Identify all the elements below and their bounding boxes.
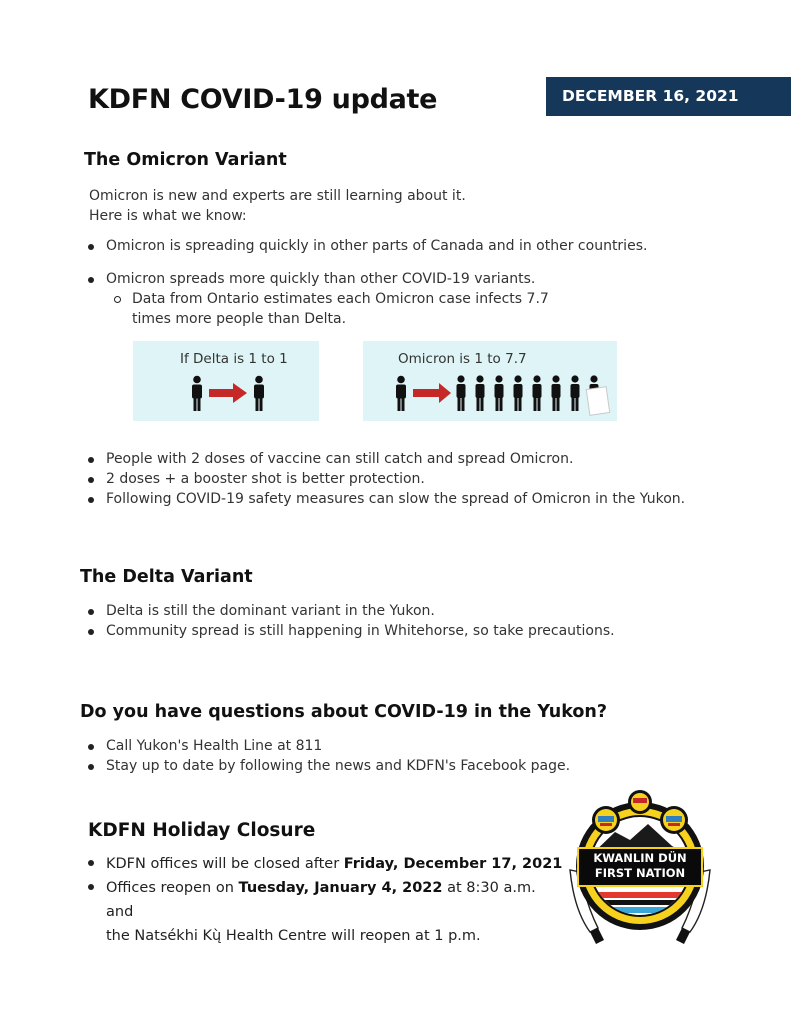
holiday-health-centre-text: the Natsékhi Kų̀ Health Centre will reopen at 1 p.m. — [106, 928, 481, 944]
emblem-top-icon — [628, 790, 652, 814]
list-item: People with 2 doses of vaccine can still catch and spread Omicron. — [84, 449, 764, 469]
person-icon — [552, 375, 561, 411]
delta-heading: The Delta Variant — [80, 567, 253, 587]
person-icon — [495, 375, 504, 411]
person-icon — [571, 375, 580, 411]
sub-list-item-line2: times more people than Delta. — [132, 311, 347, 327]
questions-bullets — [84, 736, 704, 776]
list-item — [84, 876, 564, 948]
delta-bullets — [84, 601, 764, 641]
omicron-bullets-bottom — [84, 449, 764, 509]
logo-text — [578, 851, 702, 881]
list-item: Stay up to date by following the news and KDFN's Facebook page. — [84, 756, 704, 776]
list-item: Call Yukon's Health Line at 811 — [84, 736, 704, 756]
list-item — [84, 852, 564, 876]
arrow-icon — [209, 383, 247, 403]
emblem-left-icon — [592, 806, 620, 834]
omicron-people-graphic — [391, 371, 613, 421]
page-title: KDFN COVID-19 update — [88, 84, 438, 115]
questions-heading: Do you have questions about COVID-19 in the Yukon? — [80, 702, 608, 722]
holiday-closed-text: KDFN offices will be closed after — [106, 856, 344, 872]
omicron-caption: Omicron is 1 to 7.7 — [398, 351, 527, 367]
list-item-text: Omicron spreads more quickly than other COVID-19 variants. — [106, 271, 536, 287]
logo-text-line2: FIRST NATION — [594, 866, 686, 880]
delta-people-graphic — [187, 375, 273, 415]
list-item: Omicron is spreading quickly in other parts of Canada and in other countries. — [84, 236, 744, 256]
list-item: Community spread is still happening in Whitehorse, so take precautions. — [84, 621, 764, 641]
list-item: Following COVID-19 safety measures can slow the spread of Omicron in the Yukon. — [84, 489, 764, 509]
person-icon — [396, 376, 406, 411]
infected-people-group — [457, 375, 610, 415]
omicron-heading: The Omicron Variant — [84, 150, 287, 170]
delta-caption: If Delta is 1 to 1 — [180, 351, 288, 367]
delta-spread-diagram — [133, 341, 319, 421]
person-icon — [533, 375, 542, 411]
partial-person-mask — [586, 387, 609, 416]
sub-list-item-line1: Data from Ontario estimates each Omicron case infects 7.7 — [132, 291, 549, 307]
omicron-intro-line1: Omicron is new and experts are still learning about it. — [89, 188, 466, 204]
arrow-icon — [413, 383, 451, 403]
list-item: 2 doses + a booster shot is better protection. — [84, 469, 764, 489]
date-badge: DECEMBER 16, 2021 — [546, 77, 791, 116]
omicron-spread-diagram — [363, 341, 617, 421]
kdfn-logo — [560, 780, 720, 950]
list-item: Delta is still the dominant variant in the Yukon. — [84, 601, 764, 621]
omicron-intro-line2: Here is what we know: — [89, 208, 247, 224]
holiday-closed-date: Friday, December 17, 2021 — [343, 856, 563, 872]
omicron-intro — [89, 186, 466, 226]
holiday-bullets — [84, 852, 564, 948]
holiday-reopen-text: Offices reopen on — [106, 880, 239, 896]
holiday-reopen-time: at 8:30 a.m. and — [106, 880, 536, 920]
logo-text-line1: KWANLIN DÜN — [593, 851, 687, 865]
person-icon — [476, 375, 485, 411]
person-icon — [457, 375, 466, 411]
holiday-reopen-date: Tuesday, January 4, 2022 — [238, 880, 443, 896]
holiday-heading: KDFN Holiday Closure — [88, 820, 316, 841]
list-item — [84, 269, 744, 329]
sub-list-item — [106, 289, 744, 329]
emblem-right-icon — [660, 806, 688, 834]
person-icon — [254, 376, 264, 411]
omicron-bullets-top — [84, 236, 744, 329]
person-icon — [192, 376, 202, 411]
person-icon — [514, 375, 523, 411]
